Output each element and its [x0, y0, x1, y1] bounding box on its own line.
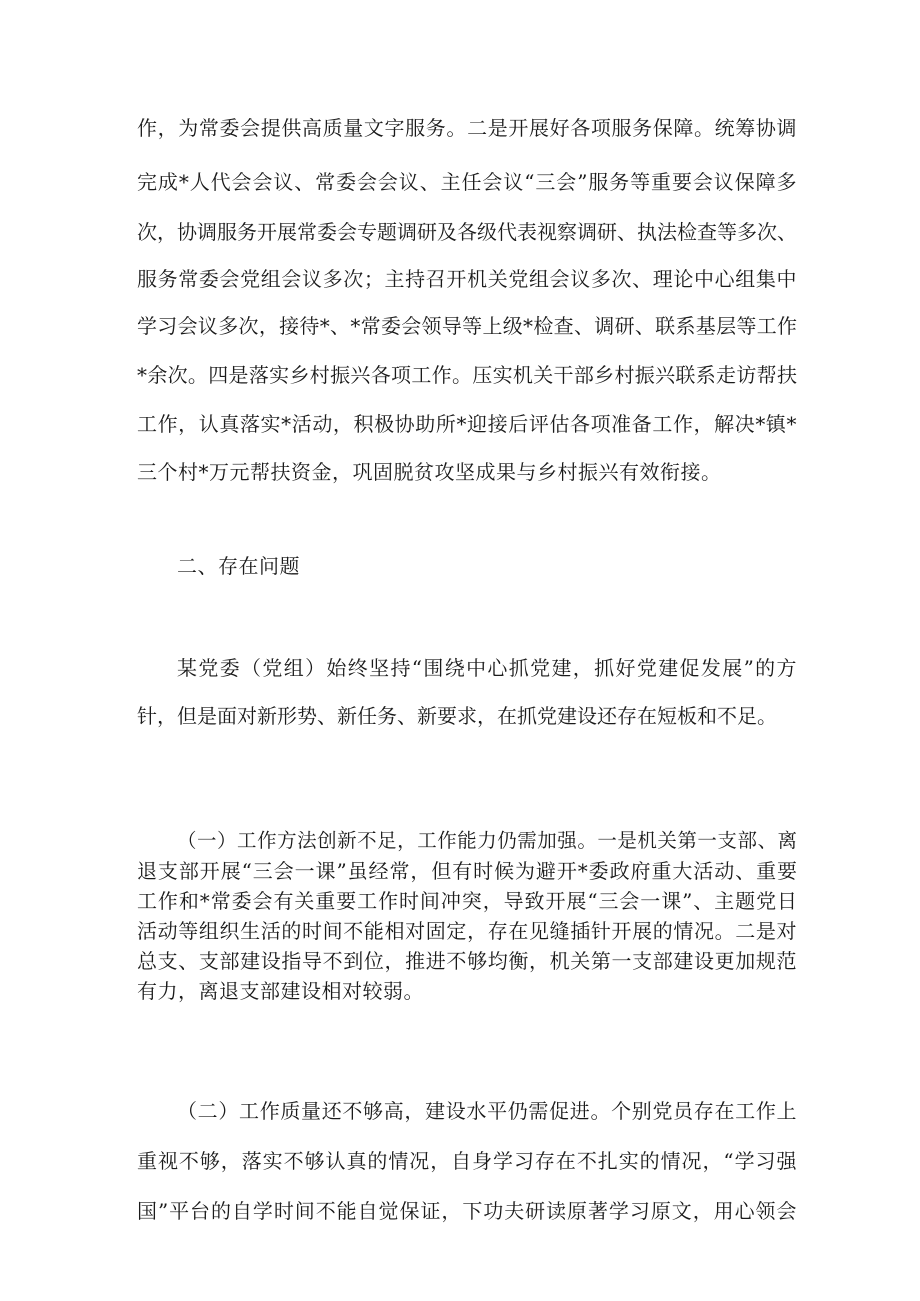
section-heading: 二、存在问题 [177, 554, 300, 578]
text-line: 国”平台的自学时间不能自觉保证，下功夫研读原著学习原文，用心领会 [137, 1199, 797, 1223]
text-line: 服务常委会党组会议多次；主持召开机关党组会议多次、理论中心组集中 [137, 267, 797, 291]
text-line: 作，为常委会提供高质量文字服务。二是开展好各项服务保障。统筹协调 [137, 116, 797, 140]
text-line: 针，但是面对新形势、新任务、新要求，在抓党建设还存在短板和不足。 [137, 704, 777, 728]
text-line: *余次。四是落实乡村振兴各项工作。压实机关干部乡村振兴联系走访帮扶 [137, 363, 797, 387]
text-line: 有力，离退支部建设相对较弱。 [137, 979, 424, 1003]
text-line: 三个村*万元帮扶资金，巩固脱贫攻坚成果与乡村振兴有效衔接。 [137, 460, 722, 484]
text-line: 次，协调服务开展常委会专题调研及各级代表视察调研、执法检查等多次、 [137, 220, 797, 244]
text-line: （二）工作质量还不够高，建设水平仍需促进。个别党员存在工作上 [177, 1099, 797, 1123]
text-line: 某党委（党组）始终坚持“围绕中心抓党建，抓好党建促发展”的方 [177, 656, 797, 680]
text-line: 工作，认真落实*活动，积极协助所*迎接后评估各项准备工作，解决*镇* [137, 412, 797, 436]
text-line: 学习会议多次，接待*、*常委会领导等上级*检查、调研、联系基层等工作 [137, 314, 797, 338]
text-line: 完成*人代会会议、常委会会议、主任会议“三会”服务等重要会议保障多 [137, 170, 797, 194]
text-line: 重视不够，落实不够认真的情况，自身学习存在不扎实的情况，“学习强 [137, 1149, 797, 1173]
text-line: 工作和*常委会有关重要工作时间冲突，导致开展“三会一课”、主题党日 [137, 889, 797, 913]
text-line: 总支、支部建设指导不到位，推进不够均衡，机关第一支部建设更加规范 [137, 949, 797, 973]
text-line: 退支部开展“三会一课”虽经常，但有时候为避开*委政府重大活动、重要 [137, 859, 797, 883]
text-line: （一）工作方法创新不足，工作能力仍需加强。一是机关第一支部、离 [177, 829, 797, 852]
text-line: 活动等组织生活的时间不能相对固定，存在见缝插针开展的情况。二是对 [137, 919, 797, 943]
